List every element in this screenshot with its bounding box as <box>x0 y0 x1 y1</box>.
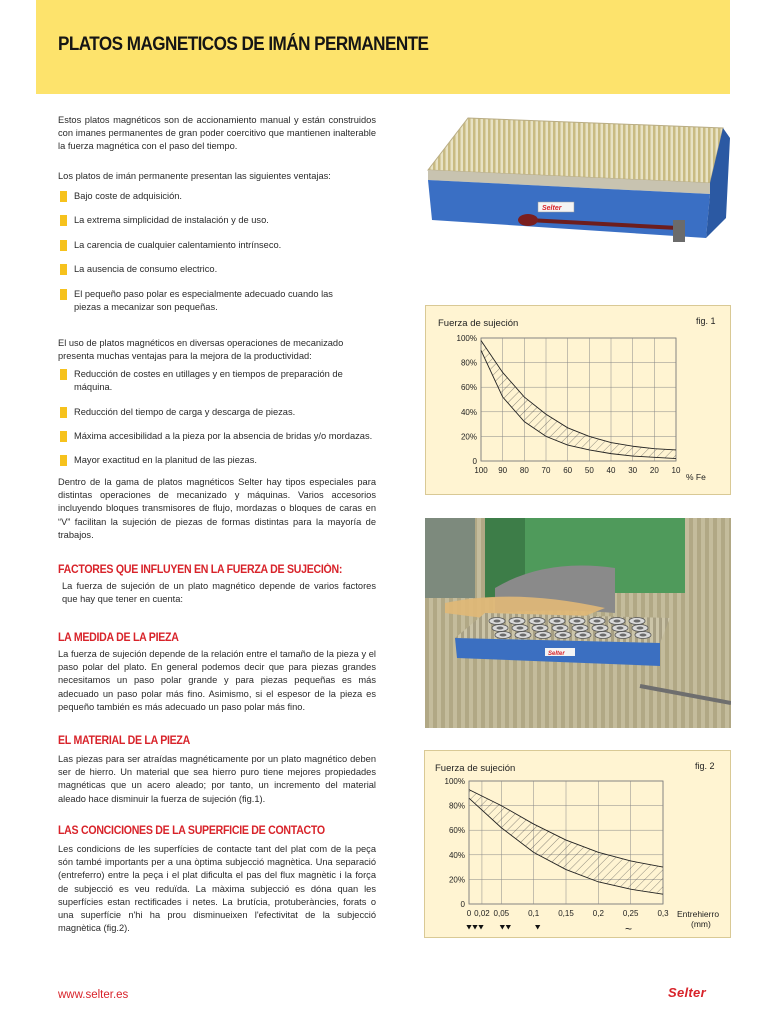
y-tick-label: 20% <box>448 875 465 885</box>
list-item: Reducción de costes en utillages y en tiempos de preparación de máquina. <box>58 368 376 394</box>
y-tick-label: 0 <box>460 900 465 909</box>
page-title: PLATOS MAGNETICOS DE IMÁN PERMANENTE <box>58 34 429 55</box>
list-item: Mayor exactitud en la planitud de las piezas. <box>58 454 376 467</box>
x-tick-label: 40 <box>606 466 616 475</box>
x-axis-label: % Fe <box>686 472 706 482</box>
band-area <box>481 340 676 458</box>
header-band <box>36 0 730 94</box>
workpiece-hole-icon <box>580 634 587 637</box>
section-text-factores: La fuerza de sujeción de un plato magnético depende de varios factores que hay que tener en cuenta: <box>62 581 376 605</box>
footer-logo: Selter <box>668 985 706 1000</box>
workpiece-hole-icon <box>574 620 581 623</box>
x-tick-label: 0,3 <box>657 909 669 918</box>
workpiece-hole-icon <box>617 627 624 630</box>
chuck-brand-label-2: Selter <box>548 651 565 657</box>
x-tick-label: 0,02 <box>474 909 490 918</box>
workpiece-hole-icon <box>637 627 644 630</box>
bullet-marker-icon <box>60 455 67 466</box>
list-item: El pequeño paso polar es especialmente adecuado cuando las piezas a mecanizar son pequeñas. <box>58 288 348 314</box>
workpiece-hole-icon <box>537 627 544 630</box>
section-text-medida: La fuerza de sujeción depende de la relación entre el tamaño de la pieza y el paso polar del plato. En general podemos decir que para piezas grandes necesitamos un paso polar grande y para piezas pequeñas es más adecuado un paso polar más fino. Asimismo, si el espesor de la pieza es pequeño también es más adecuado un paso polar más fino. <box>58 649 376 712</box>
workpiece-hole-icon <box>554 620 561 623</box>
y-tick-label: 20% <box>460 432 477 442</box>
particle-marker-icon <box>535 925 540 930</box>
x-tick-label: 60 <box>563 466 573 475</box>
workpiece-hole-icon <box>640 634 647 637</box>
particle-marker-icon <box>478 925 483 930</box>
figure-1-chart <box>425 305 731 495</box>
list-item: La carencia de cualquier calentamiento intrínseco. <box>58 239 376 252</box>
workpiece-hole-icon <box>494 620 501 623</box>
bullet-marker-icon <box>60 215 67 226</box>
workpiece-hole-icon <box>497 627 504 630</box>
particle-marker-icon <box>506 925 511 930</box>
intro-paragraph-1: Estos platos magnéticos son de accionamiento manual y están construidos con imanes permanentes de gran poder coercitivo que mantienen inalterable la fuerza magnética con el paso del tiempo. <box>58 115 376 152</box>
x-tick-label: 80 <box>519 466 529 475</box>
particle-marker-icon <box>472 925 477 930</box>
list-item: Reducción del tiempo de carga y descarga de piezas. <box>58 406 376 419</box>
section-title-superficie: LAS CONCICIONES DE LA SUPERFICIE DE CONTACTO <box>58 825 325 837</box>
y-tick-label: 60% <box>460 383 477 393</box>
footer-url[interactable]: www.selter.es <box>58 989 129 1001</box>
figure-2-svg <box>425 751 732 939</box>
bullet-marker-icon <box>60 289 67 300</box>
figure-label: fig. 2 <box>695 761 715 771</box>
workpiece-hole-icon <box>534 620 541 623</box>
figure-label: fig. 1 <box>696 316 716 326</box>
y-tick-label: 40% <box>460 407 477 417</box>
y-tick-label: 0 <box>472 457 477 466</box>
y-tick-label: 80% <box>448 801 465 811</box>
workpiece-hole-icon <box>594 620 601 623</box>
section-text-superficie: Les condicions de les superfícies de contacte tant del plat com de la peça són també importants per a una òptima subjecció magnètica. Una separació (entreferro) entre la peça i el plat dificulta el pas del flux magnètic i la força de subjecció es veu reduïda. La màxima subjecció es dóna quan les superfícies estan rectificades i netes. La brutícia, protuberàncies, forats o una superfície n'hi ha prou disminueixen l'efectivitat de la subjecció magnètica (fig.2). <box>58 844 376 934</box>
list-item: La extrema simplicidad de instalación y de uso. <box>58 214 376 227</box>
y-tick-label: 100% <box>456 334 477 343</box>
x-tick-label: 10 <box>671 466 681 475</box>
x-tick-label: 70 <box>541 466 551 475</box>
chart-title: Fuerza de sujeción <box>435 763 516 774</box>
y-tick-label: 80% <box>460 358 477 368</box>
advantages-list <box>58 190 376 325</box>
chart-title: Fuerza de sujeción <box>438 318 519 329</box>
intro-paragraph-2: Los platos de imán permanente presentan las siguientes ventajas: <box>58 171 331 181</box>
magnetic-chuck-photo <box>418 108 736 248</box>
workpiece-hole-icon <box>557 627 564 630</box>
x-tick-label: 0,15 <box>558 909 574 918</box>
x-axis-label: Entrehierro (mm) <box>677 909 720 929</box>
bullet-marker-icon <box>60 407 67 418</box>
x-tick-label: 50 <box>584 466 594 475</box>
approx-symbol-icon: ~ <box>625 922 633 936</box>
section-title-medida: LA MEDIDA DE LA PIEZA <box>58 632 179 644</box>
section-title-material: EL MATERIAL DE LA PIEZA <box>58 735 190 747</box>
x-tick-label: 20 <box>649 466 659 475</box>
workpiece-hole-icon <box>600 634 607 637</box>
x-tick-label: 0 <box>466 909 472 918</box>
bullet-marker-icon <box>60 369 67 380</box>
y-tick-label: 40% <box>448 850 465 860</box>
workpiece-hole-icon <box>614 620 621 623</box>
intro-paragraph-3: El uso de platos magnéticos en diversas operaciones de mecanizado presenta muchas ventajas para la mejora de la productividad: <box>58 338 344 362</box>
x-tick-label: 0,2 <box>592 909 604 918</box>
y-tick-label: 60% <box>448 826 465 836</box>
workpiece-hole-icon <box>500 634 507 637</box>
section-text-material: Las piezas para ser atraídas magnéticamente por un plato magnético deben ser de hierro. Un material que sea hierro puro tiene mejores propiedades magnéticas que un acero aleado; por tanto, un incremento del material aleado hace disminuir la fuerza de sujeción (fig.1). <box>58 754 376 804</box>
list-item: La ausencia de consumo electrico. <box>58 263 376 276</box>
workpiece-hole-icon <box>577 627 584 630</box>
x-tick-label: 30 <box>628 466 638 475</box>
workpiece-hole-icon <box>634 620 641 623</box>
figure-2-chart <box>424 750 731 938</box>
x-tick-label: 0,1 <box>528 909 540 918</box>
y-tick-label: 100% <box>444 777 465 786</box>
list-item: Bajo coste de adquisición. <box>58 190 376 203</box>
x-tick-label: 0,25 <box>622 909 639 918</box>
bullet-marker-icon <box>60 264 67 275</box>
chuck-brand-label: Selter <box>542 205 562 212</box>
bullet-marker-icon <box>60 240 67 251</box>
workpiece-hole-icon <box>520 634 527 637</box>
workpiece-hole-icon <box>514 620 521 623</box>
workpiece-hole-icon <box>597 627 604 630</box>
bullet-marker-icon <box>60 431 67 442</box>
particle-marker-icon <box>500 925 505 930</box>
bullet-marker-icon <box>60 191 67 202</box>
workpiece-hole-icon <box>540 634 547 637</box>
grinding-machine-photo <box>425 518 731 728</box>
x-tick-label: 90 <box>498 466 508 475</box>
list-item: Máxima accesibilidad a la pieza por la absencia de bridas y/o mordazas. <box>58 430 376 443</box>
particle-marker-icon <box>466 925 471 930</box>
x-tick-label: 100 <box>474 466 488 475</box>
x-tick-label: 0,05 <box>493 909 510 918</box>
workpiece-hole-icon <box>620 634 627 637</box>
benefits-list <box>58 368 376 479</box>
section-title-factores: FACTORES QUE INFLUYEN EN LA FUERZA DE SUJECIÓN: <box>58 564 343 576</box>
workpiece-hole-icon <box>560 634 567 637</box>
figure-1-svg <box>426 306 732 496</box>
workpiece-hole-icon <box>517 627 524 630</box>
intro-paragraph-4: Dentro de la gama de platos magnéticos Selter hay tipos especiales para distintas operaciones de mecanizado y máquinas. Varios accesorios incluyendo bloques transmisores de flujo, mordazas o bloques de caras en “V” facilitan la sujeción de piezas de formas distintas para la mayoría de trabajos. <box>58 477 376 540</box>
